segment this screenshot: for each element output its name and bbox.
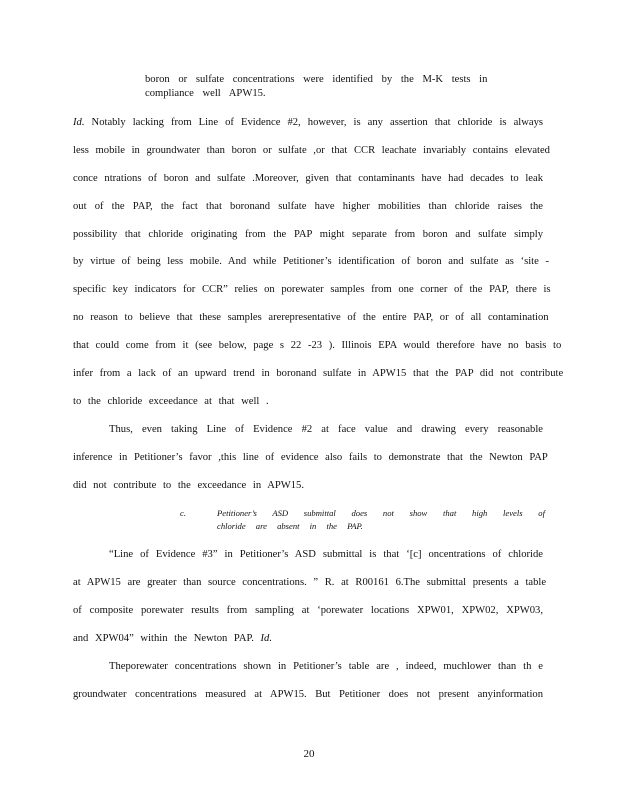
paragraph-line: to the chloride exceedance at that well .: [73, 396, 269, 407]
heading-line: Petitioner’s ASD submittal does not show that high levels of: [217, 508, 545, 518]
page-number: 20: [303, 748, 315, 760]
block-quote-line: boron or sulfate concentrations were identified by the M-K tests in: [145, 74, 488, 85]
heading-letter: c.: [180, 508, 186, 518]
paragraph-line: inference in Petitioner’s favor ,this line of evidence also fails to demonstrate that the Newton PAP: [73, 452, 548, 463]
citation-id: Id.: [73, 117, 85, 128]
paragraph-line: and XPW04” within the Newton PAP. Id.: [73, 633, 273, 644]
paragraph-line: groundwater concentrations measured at APW15. But Petitioner does not present anyinformation: [73, 689, 543, 700]
block-quote-line: compliance well APW15.: [145, 88, 266, 99]
paragraph-line: Thus, even taking Line of Evidence #2 at face value and drawing every reasonable: [109, 424, 543, 435]
paragraph-line: did not contribute to the exceedance in APW15.: [73, 480, 304, 491]
heading-line: chloride are absent in the PAP.: [217, 521, 363, 531]
paragraph-line: Theporewater concentrations shown in Petitioner’s table are , indeed, muchlower than th e: [109, 661, 543, 672]
paragraph-line: no reason to believe that these samples arerepresentative of the entire PAP, or of all contamination: [73, 312, 549, 323]
paragraph-line: “Line of Evidence #3” in Petitioner’s ASD submittal is that ‘[c] oncentrations of chloride: [109, 549, 543, 560]
paragraph-line: Id. Notably lacking from Line of Evidence #2, however, is any assertion that chloride is always: [73, 117, 543, 128]
paragraph-line: of composite porewater results from sampling at ‘porewater locations XPW01, XPW02, XPW03,: [73, 605, 543, 616]
citation-id: Id.: [260, 633, 273, 644]
paragraph-line: out of the PAP, the fact that boronand sulfate have higher mobilities than chloride raises the: [73, 201, 543, 212]
paragraph-line: by virtue of being less mobile. And while Petitioner’s identification of boron and sulfate as ‘site -: [73, 256, 549, 267]
section-heading-c: [180, 507, 545, 531]
paragraph-line: less mobile in groundwater than boron or sulfate ,or that CCR leachate invariably contains elevated: [73, 145, 550, 156]
paragraph-line: that could come from it (see below, page s 22 -23 ). Illinois EPA would therefore have no basis to: [73, 340, 562, 351]
paragraph-line: infer from a lack of an upward trend in boronand sulfate in APW15 that the PAP did not contribute: [73, 368, 564, 379]
paragraph-line: conce ntrations of boron and sulfate .Moreover, given that contaminants have had decades to leak: [73, 173, 543, 184]
paragraph-line: possibility that chloride originating from the PAP might separate from boron and sulfate simply: [73, 229, 543, 240]
paragraph-line: at APW15 are greater than source concentrations. ” R. at R00161 6.The submittal presents a table: [73, 577, 547, 588]
paragraph-line: specific key indicators for CCR” relies on porewater samples from one corner of the PAP, there is: [73, 284, 551, 295]
